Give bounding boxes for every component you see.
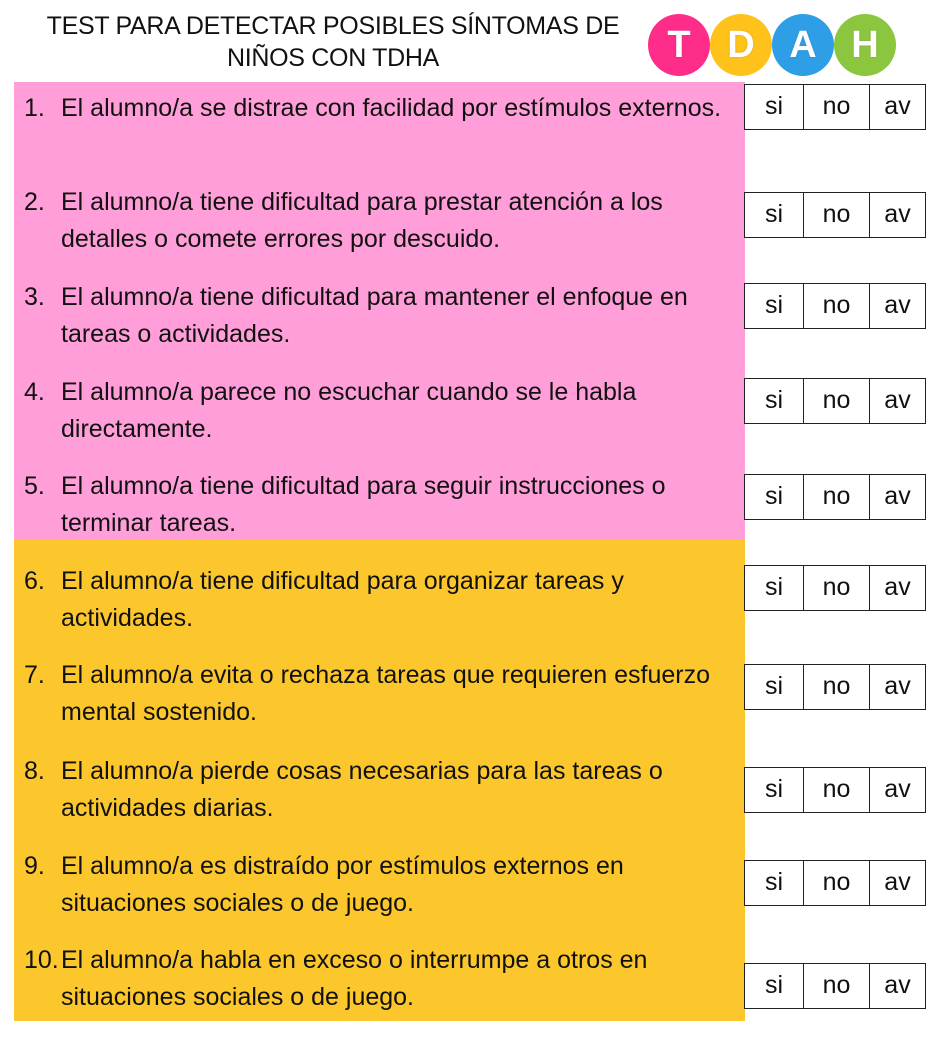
question-item [24, 942, 724, 1016]
question-item [24, 563, 724, 637]
answer-av[interactable]: av [869, 665, 925, 709]
answer-si[interactable]: si [764, 92, 784, 120]
question-text: El alumno/a tiene dificultad para mantener el enfoque en tareas o actividades. [61, 283, 688, 348]
logo-letter-h: H [834, 14, 896, 76]
question-item [24, 90, 724, 127]
answer-no[interactable]: no [803, 964, 869, 1008]
answer-options [744, 192, 926, 238]
question-number: 8. [24, 757, 45, 785]
answer-options [744, 283, 926, 329]
question-text: El alumno/a pierde cosas necesarias para las tareas o actividades diarias. [61, 757, 663, 822]
question-item [24, 753, 724, 827]
question-number: 9. [24, 852, 45, 880]
title-line-1: TEST PARA DETECTAR POSIBLES SÍNTOMAS DE [46, 12, 620, 40]
question-text: El alumno/a habla en exceso o interrumpe a otros en situaciones sociales o de juego. [61, 946, 648, 1011]
answer-no[interactable]: no [803, 768, 869, 812]
answer-si[interactable]: si [764, 868, 784, 896]
answer-av[interactable]: av [869, 566, 925, 610]
answer-no[interactable]: no [803, 193, 869, 237]
logo-letter-t: T [648, 14, 710, 76]
tdah-logo [648, 8, 908, 82]
answer-options [744, 565, 926, 611]
answer-options [744, 84, 926, 130]
answer-options [744, 860, 926, 906]
answer-no[interactable]: no [803, 85, 869, 129]
logo-letter-a: A [772, 14, 834, 76]
page-title [18, 10, 648, 74]
question-number: 2. [24, 188, 45, 216]
answer-options [744, 963, 926, 1009]
question-item [24, 279, 724, 353]
answer-options [744, 767, 926, 813]
question-text: El alumno/a tiene dificultad para prestar atención a los detalles o comete errores por descuido. [61, 188, 663, 253]
answer-si[interactable]: si [764, 482, 784, 510]
answer-options [744, 378, 926, 424]
answer-si[interactable]: si [764, 200, 784, 228]
answer-options [744, 474, 926, 520]
question-text: El alumno/a tiene dificultad para seguir instrucciones o terminar tareas. [61, 472, 666, 537]
answer-av[interactable]: av [869, 475, 925, 519]
question-text: El alumno/a tiene dificultad para organizar tareas y actividades. [61, 567, 624, 632]
answer-av[interactable]: av [869, 193, 925, 237]
answer-si[interactable]: si [764, 971, 784, 999]
answer-av[interactable]: av [869, 964, 925, 1008]
answer-si[interactable]: si [764, 775, 784, 803]
answer-av[interactable]: av [869, 85, 925, 129]
question-number: 5. [24, 472, 45, 500]
question-text: El alumno/a se distrae con facilidad por estímulos externos. [61, 94, 722, 122]
question-item [24, 657, 724, 731]
answer-no[interactable]: no [803, 475, 869, 519]
question-text: El alumno/a evita o rechaza tareas que requieren esfuerzo mental sostenido. [61, 661, 710, 726]
question-number: 3. [24, 283, 45, 311]
answer-si[interactable]: si [764, 672, 784, 700]
answer-av[interactable]: av [869, 379, 925, 423]
question-text: El alumno/a parece no escuchar cuando se le habla directamente. [61, 378, 637, 443]
answer-no[interactable]: no [803, 284, 869, 328]
question-item [24, 184, 724, 258]
logo-letter-d: D [710, 14, 772, 76]
question-number: 4. [24, 378, 45, 406]
title-line-2: NIÑOS CON TDHA [226, 44, 440, 72]
question-number: 10. [24, 946, 59, 974]
question-item [24, 468, 724, 542]
question-number: 1. [24, 94, 45, 122]
answer-av[interactable]: av [869, 768, 925, 812]
answer-options [744, 664, 926, 710]
answer-no[interactable]: no [803, 861, 869, 905]
answer-si[interactable]: si [764, 386, 784, 414]
answer-no[interactable]: no [803, 379, 869, 423]
question-item [24, 848, 724, 922]
answer-no[interactable]: no [803, 566, 869, 610]
question-number: 6. [24, 567, 45, 595]
answer-no[interactable]: no [803, 665, 869, 709]
answer-si[interactable]: si [764, 291, 784, 319]
answer-av[interactable]: av [869, 284, 925, 328]
answer-si[interactable]: si [764, 573, 784, 601]
answer-av[interactable]: av [869, 861, 925, 905]
question-text: El alumno/a es distraído por estímulos externos en situaciones sociales o de juego. [61, 852, 624, 917]
question-number: 7. [24, 661, 45, 689]
question-item [24, 374, 724, 448]
